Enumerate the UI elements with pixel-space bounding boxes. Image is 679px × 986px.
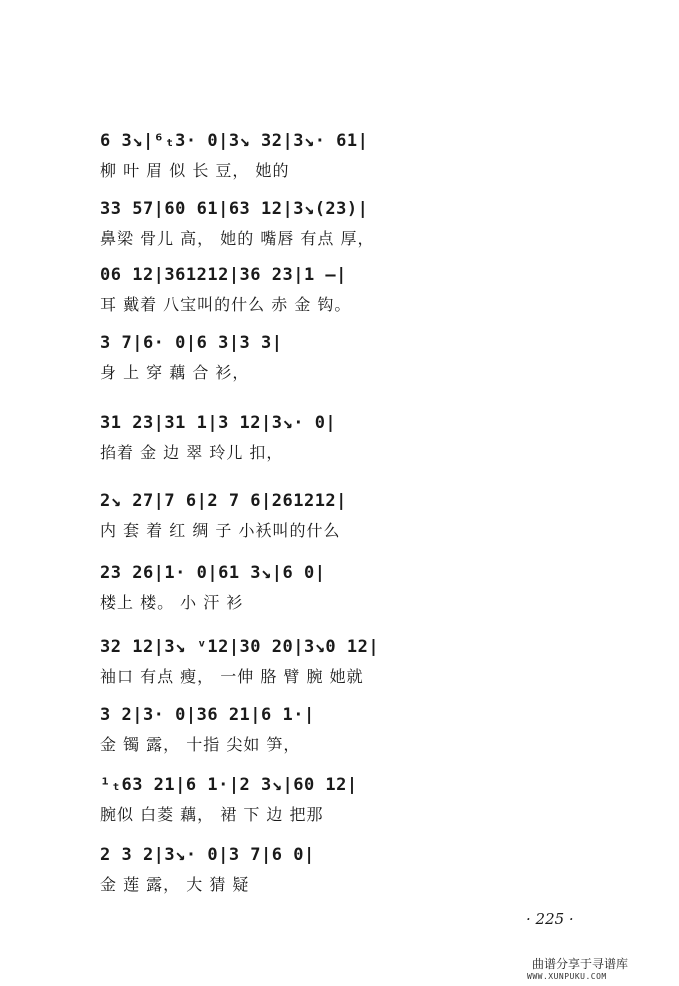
notation-line: ¹ₜ63 21|6 1·|2 3↘|60 12| xyxy=(100,775,358,795)
lyrics-line: 柳 叶 眉 似 长 豆， 她的 xyxy=(100,161,290,180)
lyrics-line: 耳 戴着 八宝叫的什么 赤 金 钩。 xyxy=(100,295,352,314)
score-system xyxy=(100,634,620,694)
notation-line: 32 12|3↘ ᵛ12|30 20|3↘0 12| xyxy=(100,637,380,657)
notation-line: 3 2|3· 0|36 21|6 1·| xyxy=(100,705,315,725)
lyrics-line: 身 上 穿 藕 合 衫， xyxy=(100,363,250,382)
score-system xyxy=(100,410,620,470)
watermark-name: 曲谱分享于寻谱库 xyxy=(532,957,629,971)
score-system xyxy=(100,196,620,256)
watermark-url: WWW.XUNPUKU.COM xyxy=(527,972,607,981)
score-system xyxy=(100,330,620,390)
lyrics-line: 袖口 有点 瘦， 一伸 胳 臂 腕 她就 xyxy=(100,667,364,686)
score-system xyxy=(100,842,620,902)
score-system xyxy=(100,702,620,762)
notation-line: 06 12|361212|36 23|1 —| xyxy=(100,265,347,285)
score-system xyxy=(100,560,620,620)
lyrics-line: 掐着 金 边 翠 玲儿 扣， xyxy=(100,443,284,462)
notation-line: 33 57|60 61|63 12|3↘(23)| xyxy=(100,199,369,219)
lyrics-line: 内 套 着 红 绸 子 小袄叫的什么 xyxy=(100,521,341,540)
lyrics-line: 金 镯 露， 十指 尖如 笋， xyxy=(100,735,301,754)
lyrics-line: 金 莲 露， 大 猜 疑 xyxy=(100,875,250,894)
page-number: · 225 · xyxy=(526,910,574,928)
score-system xyxy=(100,772,620,832)
score-system xyxy=(100,128,620,188)
lyrics-line: 腕似 白菱 藕， 裙 下 边 把那 xyxy=(100,805,324,824)
notation-line: 2↘ 27|7 6|2 7 6|261212| xyxy=(100,491,347,511)
notation-line: 2 3 2|3↘· 0|3 7|6 0| xyxy=(100,845,315,865)
lyrics-line: 鼻梁 骨儿 高， 她的 嘴唇 有点 厚， xyxy=(100,229,375,248)
score-system xyxy=(100,262,620,322)
notation-line: 23 26|1· 0|61 3↘|6 0| xyxy=(100,563,326,583)
lyrics-line: 楼上 楼。 小 汗 衫 xyxy=(100,593,244,612)
notation-line: 31 23|31 1|3 12|3↘· 0| xyxy=(100,413,337,433)
notation-line: 6 3↘|⁶ₜ3· 0|3↘ 32|3↘· 61| xyxy=(100,131,369,151)
notation-line: 3 7|6· 0|6 3|3 3| xyxy=(100,333,283,353)
score-system xyxy=(100,488,620,548)
